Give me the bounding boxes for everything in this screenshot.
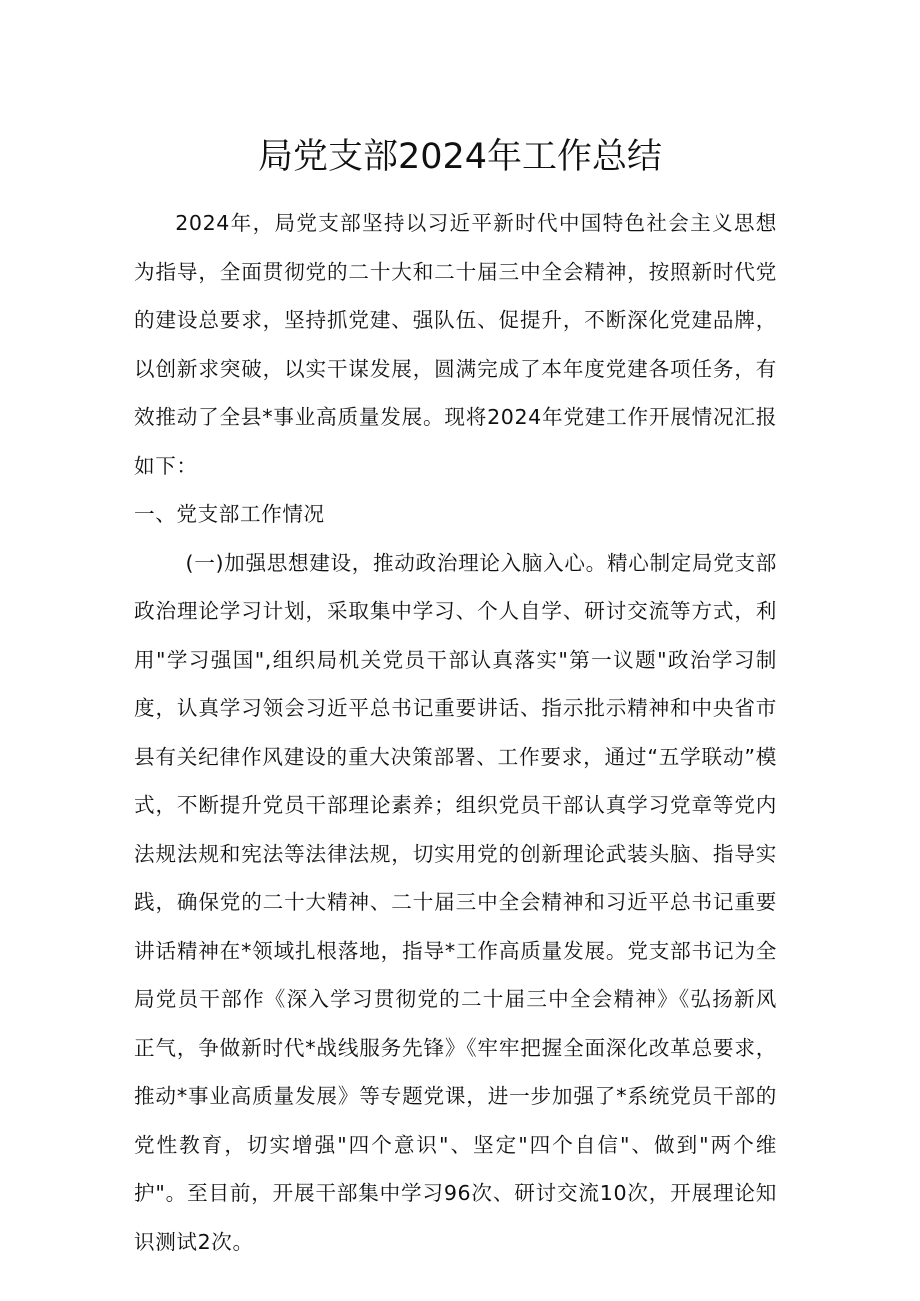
section-heading: 一、党支部工作情况 xyxy=(134,502,325,526)
section-paragraph: (一)加强思想建设，推动政治理论入脑入心。精心制定局党支部政治理论学习计划，采取集中学习、个人自学、研讨交流等方式，利用"学习强国",组织局机关党员干部认真落实"第一议题"政治学习制度，认真学习领会习近平总书记重要讲话、指示批示精神和中央省市县有关纪律作风建设的重大决策部署、工作要求，通过“五学联动”模式，不断提升党员干部理论素养；组织党员干部认真学习党章等党内法规法规和宪法等法律法规，切实用党的创新理论武装头脑、指导实践，确保党的二十大精神、二十届三中全会精神和习近平总书记重要讲话精神在*领域扎根落地，指导*工作高质量发展。党支部书记为全局党员干部作《深入学习贯彻党的二十届三中全会精神》《弘扬新风正气，争做新时代*战线服务先锋》《牢牢把握全面深化改革总要求，推动*事业高质量发展》等专题党课，进一步加强了*系统党员干部的党性教育，切实增强"四个意识"、坚定"四个自信"、做到"两个维护"。至目前，开展干部集中学习96次、研讨交流10次，开展理论知识测试2次。 xyxy=(134,550,777,1254)
document-body xyxy=(134,199,777,1266)
intro-paragraph: 2024年，局党支部坚持以习近平新时代中国特色社会主义思想为指导，全面贯彻党的二十大和二十届三中全会精神，按照新时代党的建设总要求，坚持抓党建、强队伍、促提升，不断深化党建品牌，以创新求突破，以实干谋发展，圆满完成了本年度党建各项任务，有效推动了全县*事业高质量发展。现将2024年党建工作开展情况汇报如下： xyxy=(134,211,777,478)
document-title: 局党支部2024年工作总结 xyxy=(257,137,663,177)
